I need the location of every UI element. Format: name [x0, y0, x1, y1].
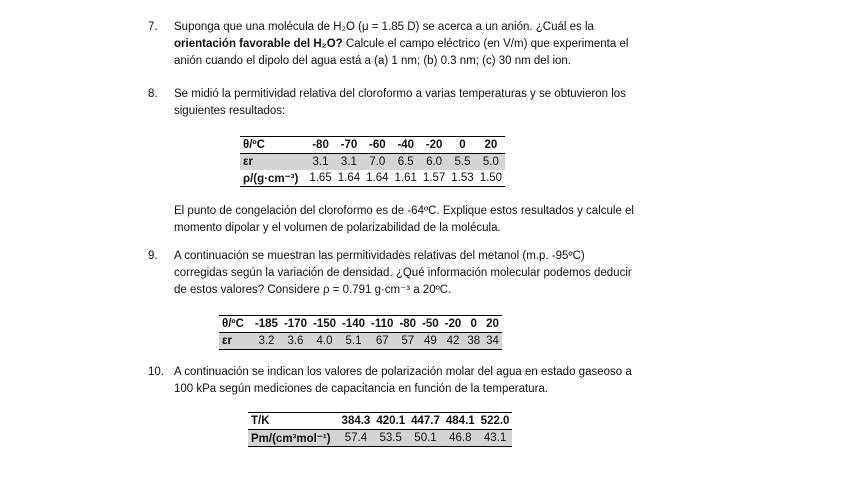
- table-cell: 49: [419, 333, 442, 350]
- table-cell: 1.64: [335, 170, 363, 187]
- table-cell: 1.57: [420, 170, 448, 187]
- table-cell: 67: [368, 333, 396, 350]
- table-cell: 6.5: [392, 154, 420, 171]
- question-text-line: corregidas según la variación de densidad. ¿Qué información molecular podemos deducir: [174, 267, 632, 279]
- methanol-table: [219, 315, 502, 350]
- table-cell: 4.0: [310, 333, 339, 350]
- table-header-cell: 384.3: [339, 413, 374, 430]
- table-row-label: Pm/(cm³mol⁻¹): [248, 430, 339, 447]
- question-text-line: siguientes resultados:: [174, 105, 286, 117]
- table-cell: 42: [442, 333, 465, 350]
- question-number: 8.: [148, 88, 158, 100]
- table-cell: 1.61: [392, 170, 420, 187]
- table-cell: 1.53: [448, 170, 476, 187]
- table-header-cell: 420.1: [373, 413, 408, 430]
- question-text-line: momento dipolar y el volumen de polarizabilidad de la molécula.: [174, 222, 501, 234]
- table-cell: 46.8: [443, 430, 478, 447]
- table-cell: 53.5: [373, 430, 408, 447]
- table-cell: 1.64: [363, 170, 391, 187]
- table-cell: 57: [396, 333, 419, 350]
- table-cell: 5.0: [477, 154, 505, 171]
- table-cell: 3.6: [281, 333, 310, 350]
- question-text-line: El punto de congelación del cloroformo es de -64ºC. Explique estos resultados y calcule el: [174, 205, 634, 217]
- table-header-cell: -140: [339, 316, 368, 333]
- table-cell: 5.5: [448, 154, 476, 171]
- question-number: 7.: [148, 21, 158, 33]
- table-header-cell: -60: [363, 137, 391, 154]
- table-header-cell: -20: [442, 316, 465, 333]
- table-cell: 1.50: [477, 170, 505, 187]
- table-header-cell: 20: [477, 137, 505, 154]
- table-cell: 3.1: [335, 154, 363, 171]
- table-cell: 57.4: [339, 430, 374, 447]
- table-header-cell: -70: [335, 137, 363, 154]
- table-header-cell: -170: [281, 316, 310, 333]
- table-cell: 6.0: [420, 154, 448, 171]
- table-row-label: ρ/(g·cm⁻³): [240, 170, 306, 187]
- table-cell: 34: [483, 333, 502, 350]
- table-cell: 3.2: [252, 333, 281, 350]
- chloroform-table: [240, 136, 505, 187]
- table-header-cell: 484.1: [443, 413, 478, 430]
- table-header-cell: -80: [306, 137, 334, 154]
- question-number: 10.: [148, 366, 164, 378]
- table-row-label: εr: [240, 154, 306, 171]
- question-text-bold: orientación favorable del H₂O?: [174, 38, 343, 50]
- table-header-cell: -185: [252, 316, 281, 333]
- question-text-line: A continuación se muestran las permitividades relativas del metanol (m.p. -95ºC): [174, 250, 585, 262]
- table-header-label: T/K: [248, 413, 339, 430]
- table-header-label: θ/ºC: [219, 316, 252, 333]
- table-cell: 50.1: [408, 430, 443, 447]
- question-text-line: Se midió la permitividad relativa del cloroformo a varias temperaturas y se obtuvieron los: [174, 88, 626, 100]
- table-header-cell: 0: [448, 137, 476, 154]
- question-text-line: Suponga que una molécula de H₂O (μ = 1.85 D) se acerca a un anión. ¿Cuál es la: [174, 21, 594, 33]
- table-header-cell: -110: [368, 316, 396, 333]
- table-header-cell: -40: [392, 137, 420, 154]
- table-header-cell: 20: [483, 316, 502, 333]
- water-polarization-table: [248, 412, 512, 447]
- table-cell: 43.1: [478, 430, 513, 447]
- table-cell: 5.1: [339, 333, 368, 350]
- table-header-cell: 447.7: [408, 413, 443, 430]
- table-cell: 3.1: [306, 154, 334, 171]
- question-number: 9.: [148, 250, 158, 262]
- table-header-cell: -150: [310, 316, 339, 333]
- table-header-cell: 0: [464, 316, 483, 333]
- question-text-line: A continuación se indican los valores de polarización molar del agua en estado gaseoso a: [174, 366, 632, 378]
- table-cell: 1.65: [306, 170, 334, 187]
- table-cell: 38: [464, 333, 483, 350]
- table-header-cell: 522.0: [478, 413, 513, 430]
- table-row-label: εr: [219, 333, 252, 350]
- table-header-label: θ/ºC: [240, 137, 306, 154]
- table-cell: 7.0: [363, 154, 391, 171]
- table-header-cell: -80: [396, 316, 419, 333]
- question-text-line: 100 kPa según mediciones de capacitancia en función de la temperatura.: [174, 383, 548, 395]
- question-text-line: anión cuando el dipolo del agua está a (a) 1 nm; (b) 0.3 nm; (c) 30 nm del ion.: [174, 55, 571, 67]
- question-text-line: Calcule el campo eléctrico (en V/m) que experimenta el: [342, 38, 629, 50]
- table-header-cell: -50: [419, 316, 442, 333]
- table-header-cell: -20: [420, 137, 448, 154]
- question-text-line: de estos valores? Considere ρ = 0.791 g·cm⁻³ a 20ºC.: [174, 284, 452, 296]
